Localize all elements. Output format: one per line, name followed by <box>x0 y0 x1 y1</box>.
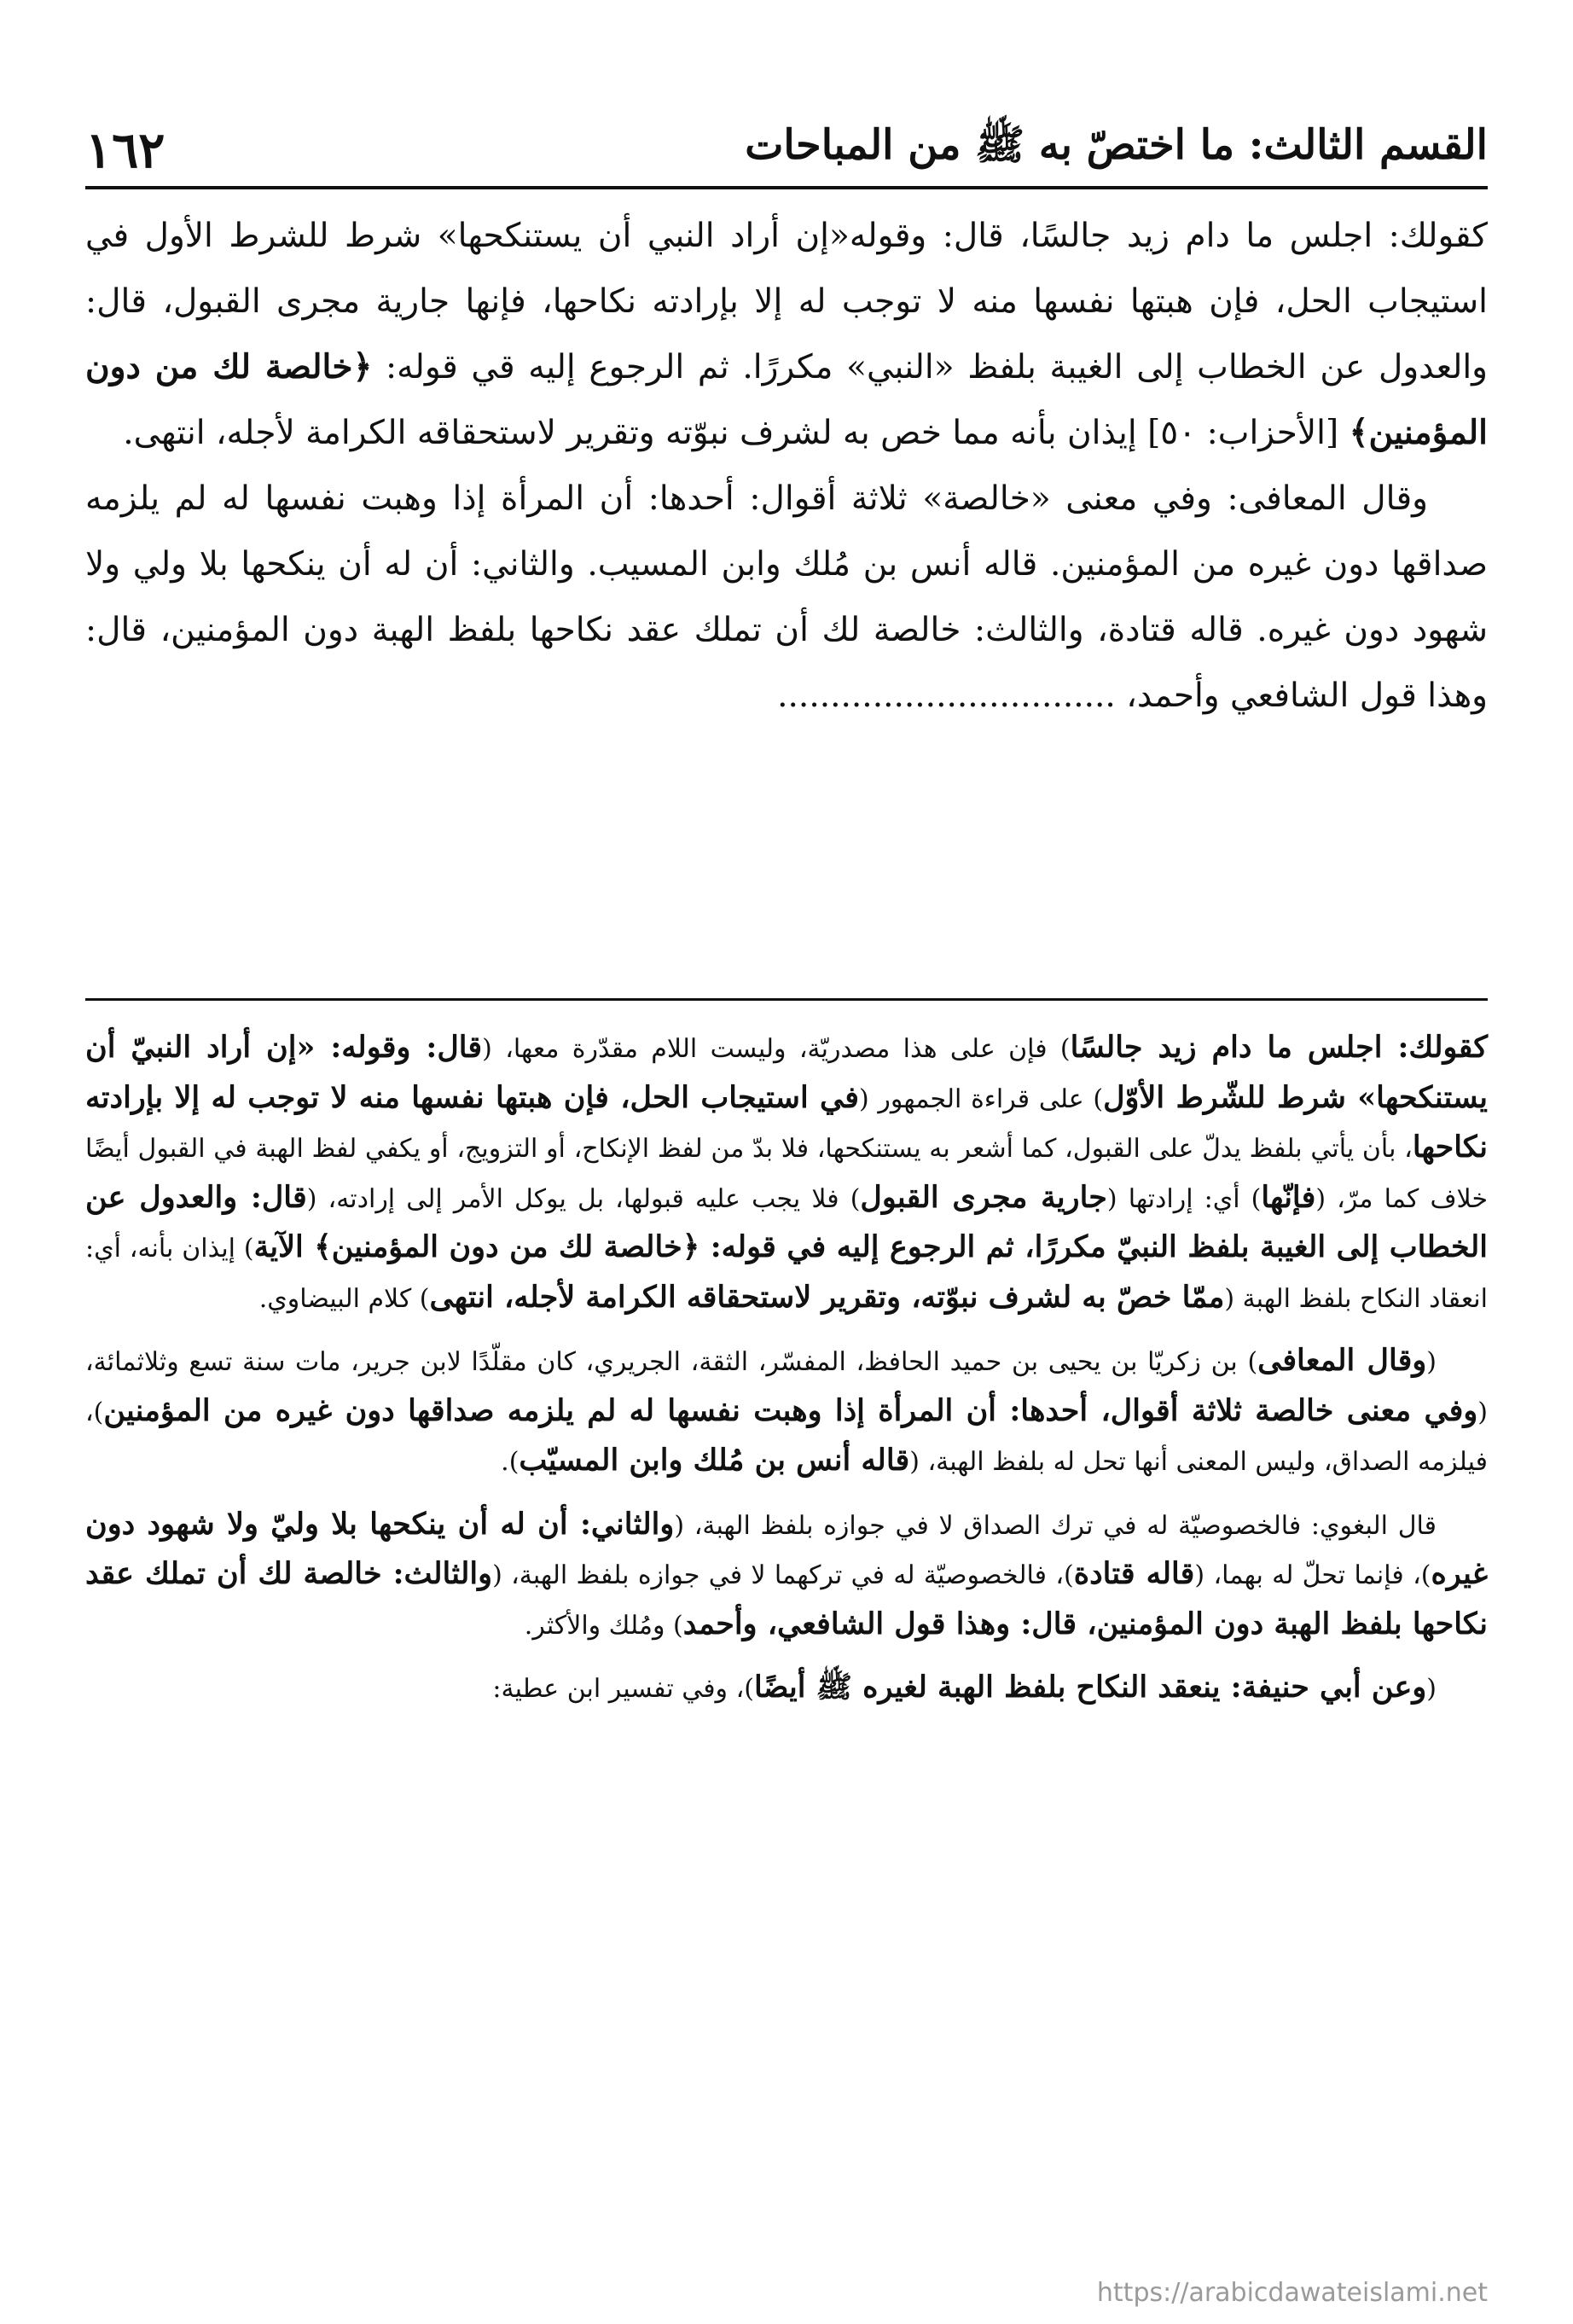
commentary-span: ) على قراءة الجمهور ( <box>858 1084 1104 1114</box>
commentary-rule <box>85 998 1488 1001</box>
commentary-span: ) ومُلك والأكثر. <box>524 1610 683 1641</box>
matn-quote: وفي معنى خالصة ثلاثة أقوال، أحدها: أن المرأة إذا وهبت نفسها له لم يلزمه صداقها دون غيره من المؤمنين <box>103 1392 1478 1428</box>
commentary-span: ) أي: إرادتها ( <box>1106 1183 1262 1214</box>
commentary-span: )، فإنما تحلّ له بهما، ( <box>1194 1560 1431 1590</box>
commentary-span: ) كلام البيضاوي. <box>258 1283 430 1314</box>
matn-quote: كقولك: اجلس ما دام زيد جالسًا <box>1070 1030 1488 1065</box>
header-rule <box>85 186 1488 189</box>
main-text-span: [الأحزاب: ٥٠] إيذان بأنه مما خص به لشرف نبوّته وتقرير لاستحقاقه الكرامة لأجله، انتهى. <box>123 414 1350 452</box>
ellipsis-dots: ................................ <box>777 677 1116 715</box>
running-title: القسم الثالث: ما اختصّ به ﷺ من المباحات <box>745 121 1488 169</box>
commentary-span: ( <box>1426 1674 1437 1704</box>
matn-quote: قاله أنس بن مُلك وابن المسيّب <box>519 1443 910 1478</box>
commentary-text <box>85 1024 1488 2252</box>
commentary-span: )، فيلزمه الصداق، وليس المعنى أنها تحل له بلفظ الهبة، ( <box>85 1397 1488 1477</box>
main-paragraph-1 <box>85 203 1488 466</box>
commentary-span: ) إيذان بأنه، أي: انعقاد النكاح بلفظ الهبة ( <box>85 1234 1488 1314</box>
commentary-span: ) بن زكريّا بن يحيى بن حميد الحافظ، المفسّر، الثقة، الجريري، كان مقلّدًا لابن جرير، مات سنة تسع وثلاثمائة، ( <box>85 1347 1488 1427</box>
commentary-span: ). <box>501 1447 519 1477</box>
commentary-span: قال البغوي: فالخصوصيّة له في ترك الصداق لا في جوازه بلفظ الهبة، ( <box>674 1510 1437 1541</box>
commentary-span: )، فالخصوصيّة له في تركهما لا في جوازه بلفظ الهبة، ( <box>492 1560 1074 1590</box>
watermark-url: https://arabicdawateislami.net <box>1096 2278 1488 2308</box>
commentary-span: ) فإن على هذا مصدريّة، وليست اللام مقدّرة معها، ( <box>482 1034 1071 1064</box>
commentary-span: ( <box>1426 1347 1437 1377</box>
commentary-span: ) فلا يجب عليه قبولها، بل يوكل الأمر إلى إرادته، ( <box>306 1183 861 1214</box>
main-text-span: كقولك: اجلس ما دام زيد جالسًا، قال: وقوله«إن أراد النبي أن يستنكحها» شرط للشرط الأول في استيجاب الحل، فإن هبتها نفسها منه لا توجب له إلا بإرادته نكاحها، فإنها جارية مجرى القبول، قال: والعدول عن الخطاب إلى الغيبة بلفظ «النبي» مكررًا. ثم الرجوع إليه قي قوله: <box>85 217 1488 386</box>
matn-quote: وقال المعافى <box>1257 1343 1427 1378</box>
matn-quote: قال: وقوله: «إن أراد النبيّ أن يستنكحها» شرط للشّرط الأوّل <box>85 1030 1488 1115</box>
commentary-paragraph-4 <box>85 1664 1488 1714</box>
matn-quote: والثاني: أن له أن ينكحها بلا وليّ ولا شهود دون غيره <box>85 1506 1488 1591</box>
main-text-span: وقال المعافى: وفي معنى «خالصة» ثلاثة أقوال: أحدها: أن المرأة إذا وهبت نفسها له لم يلزمه صداقها دون غيره من المؤمنين. قاله أنس بن مُلك وابن المسيب. والثاني: أن له أن ينكحها بلا ولي ولا شهود دون غيره. قاله قتادة، والثالث: خالصة لك أن تملك عقد نكاحها بلفظ الهبة دون المؤمنين، قال: وهذا قول الشافعي وأحمد، <box>85 479 1488 715</box>
matn-quote: قال: والعدول عن الخطاب إلى الغيبة بلفظ النبيّ مكررًا، ثم الرجوع إليه في قوله: ﴿خالصة لك من دون المؤمنين﴾ الآية <box>85 1179 1489 1264</box>
main-text <box>85 203 1488 988</box>
commentary-paragraph-1 <box>85 1024 1488 1323</box>
commentary-paragraph-2 <box>85 1337 1488 1487</box>
main-paragraph-2 <box>85 466 1488 729</box>
commentary-paragraph-3 <box>85 1501 1488 1651</box>
matn-quote: فإنّها <box>1261 1179 1316 1215</box>
page-header <box>85 94 1488 179</box>
commentary-span: ، بأن يأتي بلفظ يدلّ على القبول، كما أشعر به يستنكحها، فلا بدّ من لفظ الإنكاح، أو التزويج، أو يكفي لفظ الهبة في القبول أيضًا خلاف كما مرّ، ( <box>85 1134 1488 1214</box>
matn-quote: جارية مجرى القبول <box>860 1179 1107 1215</box>
quran-quote: ﴿خالصة لك من دون المؤمنين﴾ <box>85 347 1488 452</box>
commentary-span: )، وفي تفسير ابن عطية: <box>492 1674 754 1704</box>
matn-quote: في استيجاب الحل، فإن هبتها نفسها منه لا توجب له إلا بإرادته نكاحها <box>85 1079 1488 1165</box>
matn-quote: والثالث: خالصة لك أن تملك عقد نكاحها بلفظ الهبة دون المؤمنين، قال: وهذا قول الشافعي، وأحمد <box>85 1556 1488 1641</box>
matn-quote: قاله قتادة <box>1073 1556 1195 1591</box>
matn-quote: وعن أبي حنيفة: ينعقد النكاح بلفظ الهبة لغيره ﷺ أيضًا <box>753 1670 1427 1705</box>
matn-quote: ممّا خصّ به لشرف نبوّته، وتقرير لاستحقاقه الكرامة لأجله، انتهى <box>429 1279 1225 1315</box>
page-number: ١٦٢ <box>85 121 165 179</box>
